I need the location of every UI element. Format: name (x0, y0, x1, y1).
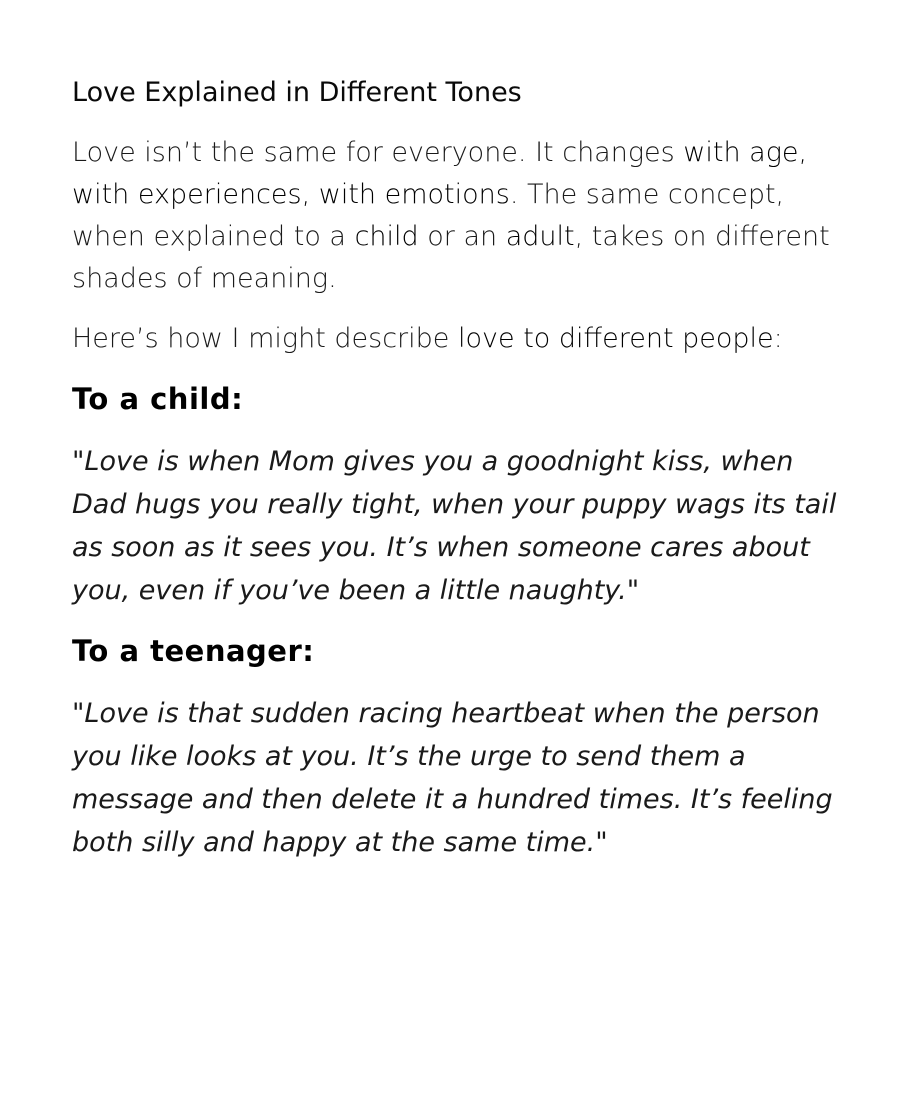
intro-emphasis-age: with age, with experiences, with emotions (72, 137, 808, 210)
section-quote-child: "Love is when Mom gives you a goodnight kiss, when Dad hugs you really tight, when your puppy wags its tail as soon as it sees you. It’s when someone cares about you, even if you’ve been a little naughty." (72, 446, 837, 606)
section-heading-teenager: To a teenager: (72, 634, 315, 668)
lead-emphasis: love to different people (458, 323, 774, 354)
intro-emphasis-adult: adult (505, 221, 575, 252)
document-title: Love Explained in Different Tones (72, 77, 522, 108)
lead-text: : (773, 323, 783, 354)
lead-paragraph (72, 318, 842, 360)
lead-text: Here’s how I might describe (72, 323, 458, 354)
intro-text: Love isn’t the same for everyone. It changes (72, 137, 684, 168)
intro-text: or an (418, 221, 506, 252)
intro-text: , takes on different shades of meaning. (72, 221, 830, 294)
document-page (72, 72, 842, 882)
intro-emphasis-child: child (354, 221, 419, 252)
intro-text: . The same concept, when explained to a (72, 179, 785, 252)
intro-paragraph (72, 132, 842, 300)
section-heading-child: To a child: (72, 382, 244, 416)
section-quote-teenager: "Love is that sudden racing heartbeat when the person you like looks at you. It’s the urge to send them a message and then delete it a hundred times. It’s feeling both silly and happy at the same time." (72, 698, 833, 858)
